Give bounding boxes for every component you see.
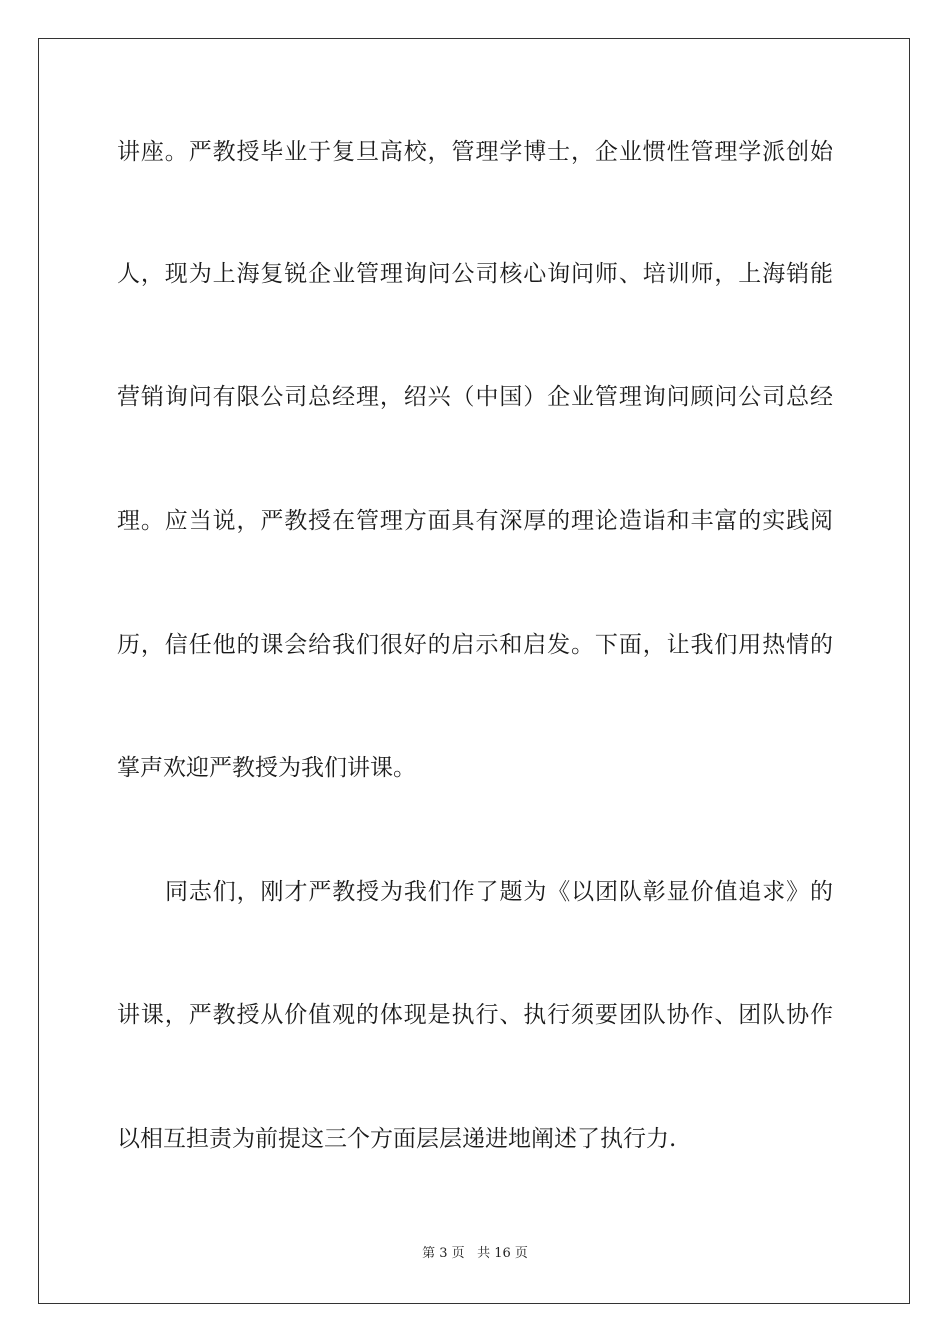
page-number: 第 3 页	[422, 1246, 465, 1261]
paragraph-2-line-2: 讲课，严教授从价值观的体现是执行、执行须要团队协作、团队协作	[117, 1002, 833, 1028]
body-line-2: 人，现为上海复锐企业管理询问公司核心询问师、培训师，上海销能	[117, 261, 833, 287]
body-line-5: 历，信任他的课会给我们很好的启示和启发。下面，让我们用热情的	[117, 632, 833, 658]
body-line-6: 掌声欢迎严教授为我们讲课。	[117, 755, 416, 781]
page-total: 共 16 页	[477, 1246, 528, 1261]
body-line-1: 讲座。严教授毕业于复旦高校，管理学博士，企业惯性管理学派创始	[117, 139, 833, 165]
paragraph-2-line-3: 以相互担责为前提这三个方面层层递进地阐述了执行力.	[117, 1126, 677, 1152]
page-footer	[0, 1245, 950, 1263]
paragraph-2-line-1: 同志们，刚才严教授为我们作了题为《以团队彰显价值追求》的	[165, 879, 833, 905]
page-border	[38, 38, 910, 1304]
body-line-3: 营销询问有限公司总经理，绍兴（中国）企业管理询问顾问公司总经	[117, 384, 833, 410]
body-line-4: 理。应当说，严教授在管理方面具有深厚的理论造诣和丰富的实践阅	[117, 508, 833, 534]
